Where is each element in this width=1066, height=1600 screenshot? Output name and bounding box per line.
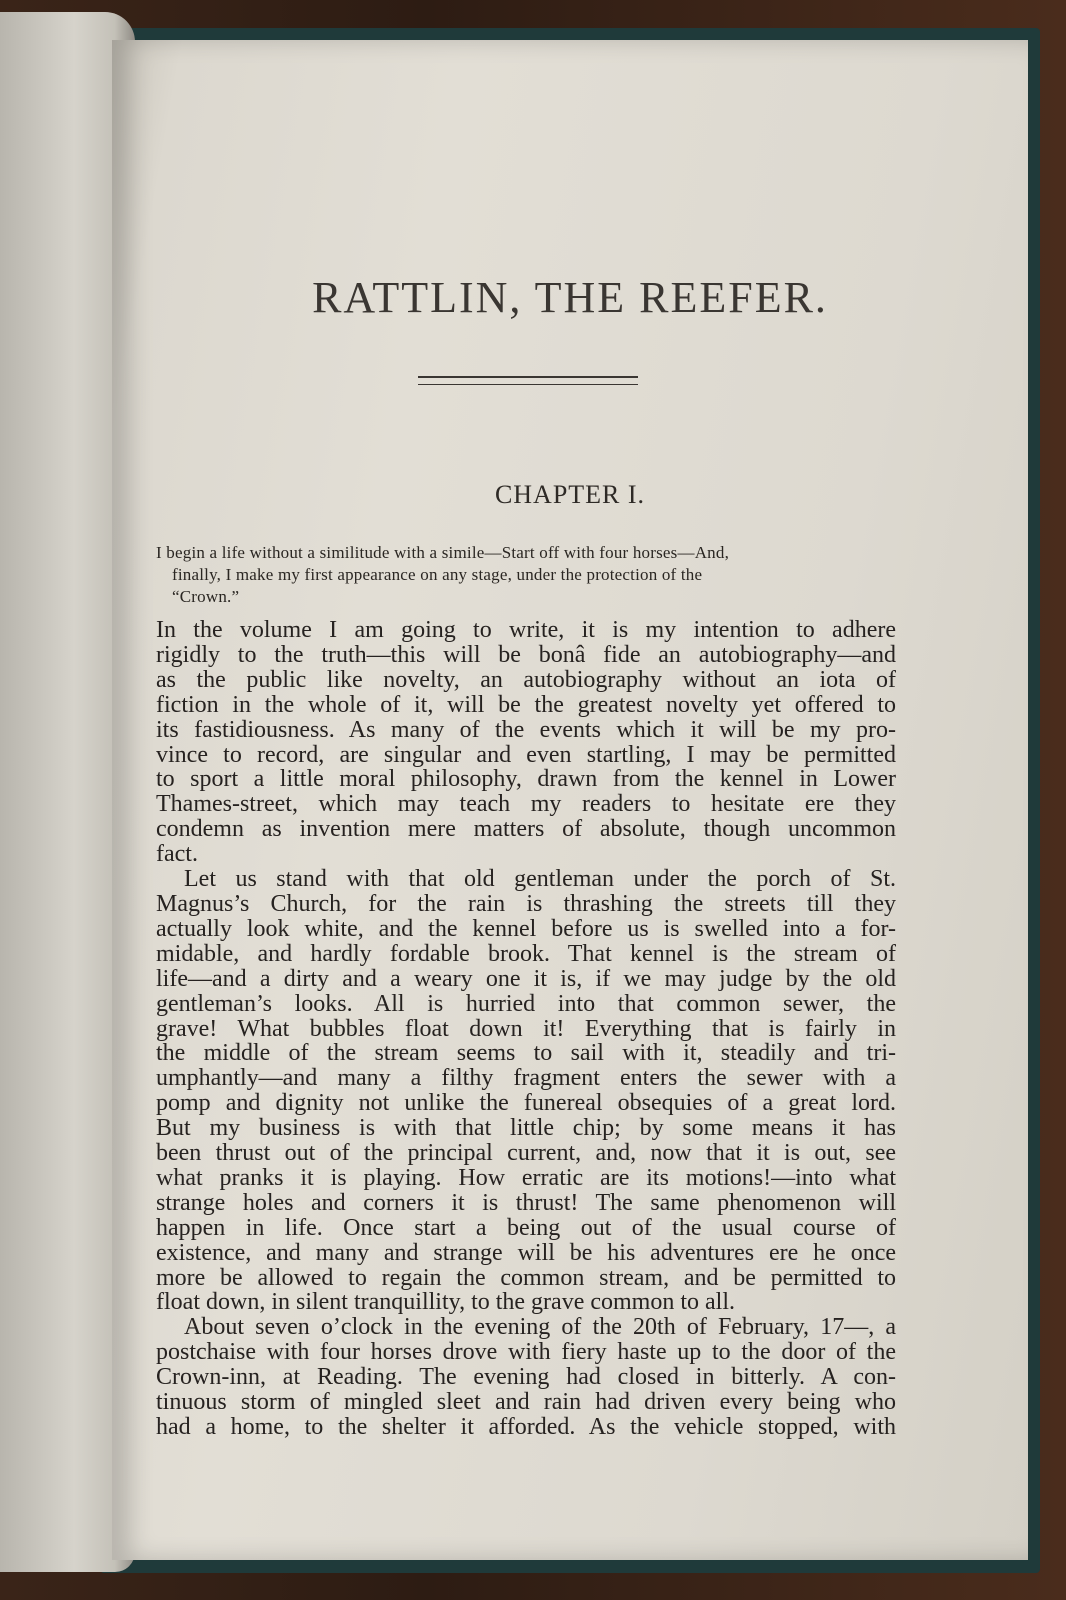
text-line: pomp and dignity not unlike the funereal obsequies of a great lord. — [156, 1090, 896, 1117]
text-line: In the volume I am going to write, it is my intention to adhere — [156, 617, 896, 643]
text-line: more be allowed to regain the common stream, and be permitted to — [156, 1264, 896, 1291]
text-line: existence, and many and strange will be his adventures ere he once — [156, 1239, 896, 1266]
text-line: But my business is with that little chip; by some means it has — [156, 1115, 896, 1142]
text-line: gentleman’s looks. All is hurried into that common sewer, the — [156, 990, 896, 1017]
synopsis-line: finally, I make my first appearance on any stage, under the protection of the — [172, 565, 703, 584]
text-line: Crown-inn, at Reading. The evening had closed in bitterly. A con- — [156, 1364, 896, 1391]
text-line: strange holes and corners it is thrust! The same phenomenon will — [156, 1189, 896, 1216]
text-line: Thames-street, which may teach my readers to hesitate ere they — [156, 791, 896, 818]
synopsis-line: “Crown.” — [172, 587, 240, 606]
text-line: life—and a dirty and a weary one it is, if we may judge by the old — [156, 965, 896, 992]
text-line: had a home, to the shelter it afforded. As the vehicle stopped, with — [156, 1414, 896, 1440]
text-line: happen in life. Once start a being out of the usual course of — [156, 1214, 896, 1241]
text-line: Magnus’s Church, for the rain is thrashing the streets till they — [156, 890, 896, 917]
chapter-heading: CHAPTER I. — [494, 480, 646, 509]
text-line: postchaise with four horses drove with fiery haste up to the door of the — [156, 1339, 896, 1366]
text-line: vince to record, are singular and even startling, I may be permitted — [156, 741, 896, 768]
text-line: as the public like novelty, an autobiography without an iota of — [156, 666, 896, 693]
text-line: the middle of the stream seems to sail with it, steadily and tri- — [156, 1040, 896, 1067]
book-title: RATTLIN, THE REEFER. — [312, 273, 828, 322]
text-line: actually look white, and the kennel before us is swelled into a for- — [156, 915, 896, 942]
text-line: its fastidiousness. As many of the events which it will be my pro- — [156, 716, 896, 743]
text-line: tinuous storm of mingled sleet and rain had driven every being who — [156, 1389, 896, 1416]
synopsis-line: I begin a life without a similitude with a simile—Start off with four horses—And, — [156, 543, 730, 562]
text-line: umphantly—and many a filthy fragment enters the sewer with a — [156, 1065, 896, 1092]
text-line: midable, and hardly fordable brook. That kennel is the stream of — [156, 940, 896, 967]
book-page — [112, 40, 1028, 1560]
title-rule — [418, 376, 638, 385]
text-line: About seven o’clock in the evening of the 20th of February, 17—, a — [184, 1314, 896, 1341]
text-line: grave! What bubbles float down it! Everything that is fairly in — [156, 1015, 896, 1042]
text-line: fact. — [156, 841, 198, 868]
chapter-synopsis — [156, 542, 894, 608]
text-line: float down, in silent tranquillity, to the grave common to all. — [156, 1289, 735, 1316]
text-line: Let us stand with that old gentleman under the porch of St. — [184, 866, 896, 893]
text-line: rigidly to the truth—this will be bonâ fide an autobiography—and — [156, 641, 896, 668]
body-text — [156, 618, 896, 1440]
text-line: been thrust out of the principal current, and, now that it is out, see — [156, 1140, 896, 1167]
text-line: fiction in the whole of it, will be the greatest novelty yet offered to — [156, 691, 896, 718]
text-line: what pranks it is playing. How erratic are its motions!—into what — [156, 1164, 896, 1191]
text-line: to sport a little moral philosophy, drawn from the kennel in Lower — [156, 766, 896, 793]
text-line: condemn as invention mere matters of absolute, though uncommon — [156, 816, 896, 843]
